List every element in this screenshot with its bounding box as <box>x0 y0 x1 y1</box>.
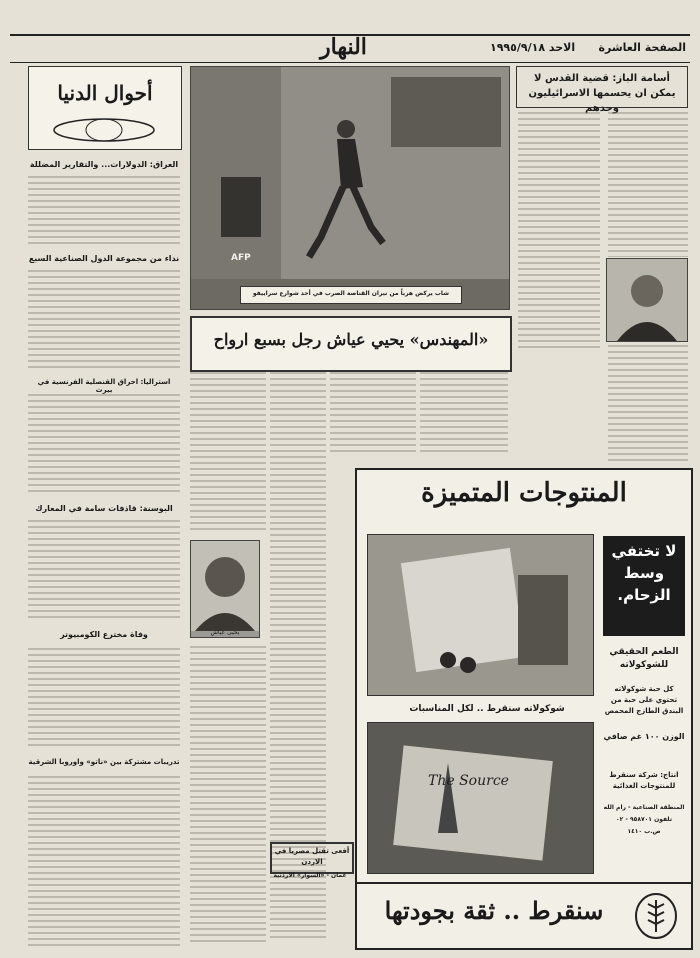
feature-text-col5 <box>190 646 266 942</box>
feature-headline: «المهندس» يحيي عياش رجل بسبع ارواح <box>213 330 489 349</box>
wheat-logo-icon <box>633 892 679 940</box>
column-text-computer <box>28 648 180 748</box>
column-text-bosnia <box>28 520 180 620</box>
ad-phone: تلفون ٩٥٨٧٠١ - ٠٢ <box>616 816 672 823</box>
ad-producer: انتاج: شركة سنقرط للمنتوجات الغذائية <box>609 771 679 790</box>
column-sub-computer: وفاة مخترع الكومبيوتر <box>60 630 148 639</box>
portrait-caption: يحيى عياش <box>210 629 240 636</box>
photo-caption: شاب يركض هرباً من نيران القناصة الصرب في أحد شوارع سراييفو <box>252 290 450 297</box>
column-sub-bosnia: البوسنة: قاذفات سامة في المعارك <box>35 504 173 513</box>
lead-text-col3 <box>608 345 688 465</box>
ad-footer-slogan: سنقرط .. ثقة بجودتها <box>384 896 604 925</box>
ad-product-name: The Source <box>428 773 509 789</box>
lead-portrait <box>606 258 688 342</box>
column-sub-iraq: العراق: الدولارات... والتقارير المضللة <box>29 160 179 169</box>
column-sub-g7: نداء من مجموعة الدول الصناعية السبع <box>28 254 180 263</box>
lead-headline: أسامة الباز: قضية القدس لا يمكن ان يحسمها الاسرائيليون وحدهم <box>528 73 676 114</box>
column-text-iraq <box>28 176 180 246</box>
masthead-logo: النهار <box>320 34 367 60</box>
column-sub-nato: تدريبات مشتركة بين «ناتو» واوروبا الشرقية <box>28 758 180 766</box>
masthead <box>10 34 690 63</box>
column-title: أحوال الدنيا <box>57 81 153 105</box>
ad-tagline: الطعم الحقيقي للشوكولاته <box>609 647 679 670</box>
ad-product-photo-2 <box>367 722 594 874</box>
ad-title: المنتوجات المتميزة <box>421 478 627 508</box>
ad-pobox: ص.ب ١٤١٠ <box>627 828 661 835</box>
sidebar-source: عمان - «السوار» الاردنية <box>273 872 347 879</box>
ad-brand-line: شوكولاته سنقرط .. لكل المناسبات <box>409 704 565 714</box>
main-photo <box>190 66 510 310</box>
feature-text-col1 <box>420 372 508 452</box>
ad-block <box>355 468 693 950</box>
lead-text-col2 <box>518 112 600 352</box>
ad-description: كل حبة شوكولاته تحتوي على حبة من البندق الطازج المحمص <box>604 685 684 715</box>
sidebar-headline-box <box>270 842 354 874</box>
lead-text-col1 <box>608 112 688 257</box>
ad-product-photo-1 <box>367 534 594 696</box>
column-sub-australia: استراليا: احراق القنصلية الفرنسية في بيرث <box>37 378 171 394</box>
column-text-g7 <box>28 270 180 370</box>
photo-caption-box <box>240 286 462 304</box>
lead-headline-box <box>516 66 688 114</box>
photo-credit: AFP <box>231 253 251 263</box>
ad-footer <box>357 882 691 948</box>
feature-text-col4 <box>190 372 266 532</box>
ad-address: المنطقة الصناعية - رام الله <box>603 804 685 811</box>
column-text-australia <box>28 394 180 494</box>
sidebar-headline: أفعى تقتل مصريا في الاردن <box>274 847 350 866</box>
column-text-nato <box>28 776 180 946</box>
column-header <box>28 66 182 150</box>
issue-date: الاحد ١٩٩٥/٩/١٨ <box>490 41 576 54</box>
ad-weight: الوزن ١٠٠ غم صافي <box>603 732 685 741</box>
page-label: الصفحة العاشرة <box>598 41 686 54</box>
feature-headline-box <box>190 316 512 372</box>
ad-slogan-box: لا تختفي وسط الزحام. <box>603 536 685 636</box>
column-globe-icon <box>49 117 159 143</box>
feature-text-col2 <box>330 372 416 452</box>
portrait-photo <box>190 540 260 638</box>
